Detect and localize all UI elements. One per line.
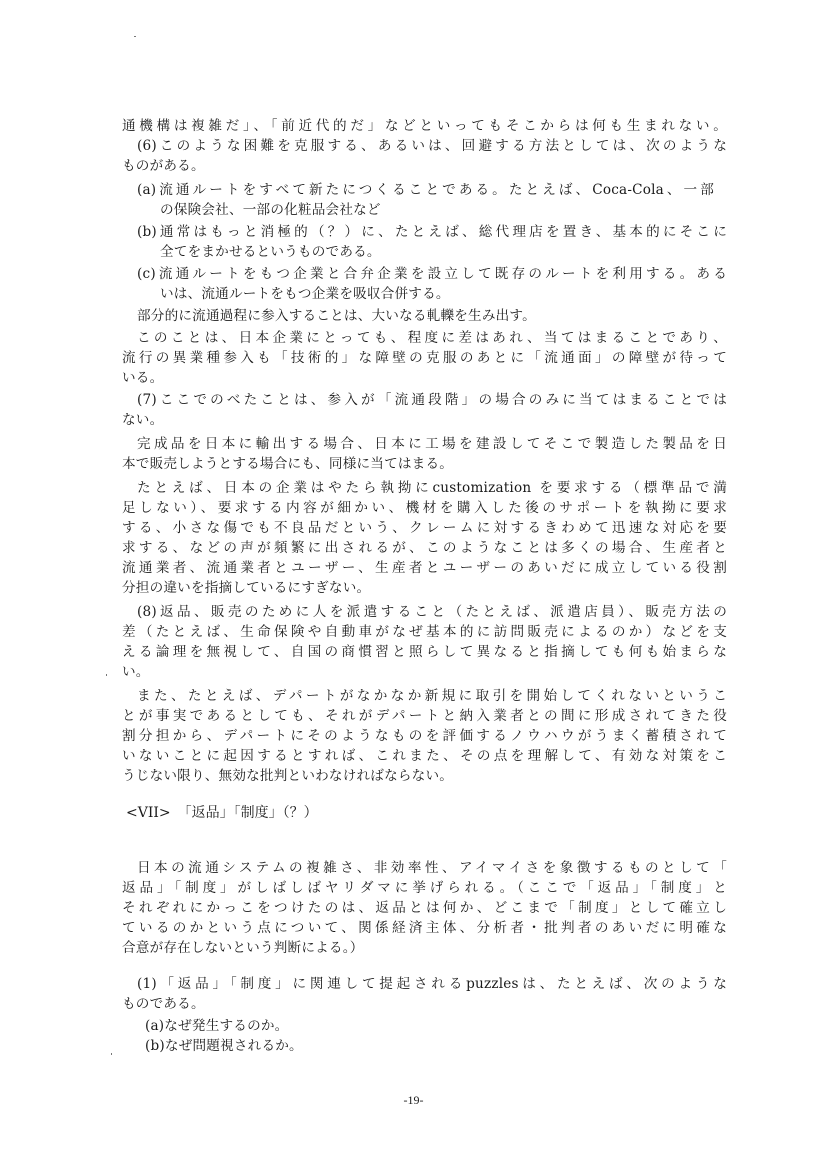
text-line: 割分担から、デパートにそのようなものを評価するノウハウがうまく蓄積されて — [122, 728, 727, 744]
text-line: する、小さな傷でも不良品だという、クレームに対するきわめて迅速な対応を要 — [122, 520, 727, 536]
text-line: (b)なぜ問題視されるか。 — [145, 1038, 303, 1054]
section-heading: <VII> 「返品」「制度」（？） — [126, 805, 318, 821]
text-line: 日本の流通システムの複雑さ、非効率性、アイマイさを象徴するものとして「 — [137, 860, 727, 876]
text-line: い。 — [122, 664, 150, 680]
text-line: 部分的に流通過程に参入することは、大いなる軋轢を生み出す。 — [137, 308, 536, 324]
text-line: える論理を無視して、自国の商慣習と照らして異なると指摘しても何も始まらな — [122, 644, 727, 660]
text-line: 分担の違いを指摘しているにすぎない。 — [122, 580, 371, 596]
text-line: (6)このような困難を克服する、あるいは、回避する方法としては、次のような — [137, 138, 727, 154]
text-line: 足しない）、要求する内容が細かい、機材を購入した後のサポートを執拗に要求 — [122, 500, 727, 516]
text-line: 求する、などの声が頻繁に出されるが、このようなことは多くの場合、生産者と — [122, 540, 727, 556]
text-line: とが事実であるとしても、それがデパートと納入業者との間に形成されてきた役 — [122, 708, 727, 724]
text-line: 通機構は複雑だ」、「前近代的だ」などといってもそこからは何も生まれない。 — [122, 118, 727, 134]
text-line: ない。 — [122, 412, 164, 428]
text-line: 差（たとえば、生命保険や自動車がなぜ基本的に訪問販売によるのか）などを支 — [122, 624, 727, 640]
text-line: (b)通常はもっと消極的（？）に、たとえば、総代理店を置き、基本的にそこに — [137, 224, 727, 240]
text-line: このことは、日本企業にとっても、程度に差はあれ、当てはまることであり、 — [137, 330, 727, 346]
text-line: 本で販売しようとする場合にも、同様に当てはまる。 — [122, 456, 454, 472]
text-line: いる。 — [122, 370, 164, 386]
text-line: の保険会社、一部の化粧品会社など — [160, 202, 381, 218]
text-line: 返品」「制度」がしばしばヤリダマに挙げられる。（ここで「返品」「制度」と — [122, 880, 727, 896]
page-number: -19- — [403, 1093, 424, 1107]
text-line: うじない限り、無効な批判といわなければならない。 — [122, 768, 454, 784]
text-line: ものである。 — [122, 996, 205, 1012]
text-line: いないことに起因するとすれば、これまた、その点を理解して、有効な対策をこ — [122, 748, 727, 764]
text-line: (7)ここでのべたことは、参入が「流通段階」の場合のみに当てはまることでは — [137, 392, 727, 408]
text-line: (a)なぜ発生するのか。 — [145, 1018, 289, 1034]
scan-speck — [134, 36, 136, 37]
text-line: ているのかという点について、関係経済主体、分析者・批判者のあいだに明確な — [122, 920, 727, 936]
text-line: 合意が存在しないという判断による。） — [122, 940, 364, 956]
text-line: ものがある。 — [122, 158, 205, 174]
scan-speck — [106, 674, 107, 676]
text-line: (a)流通ルートをすべて新たにつくることである。たとえば、Coca-Cola、一部 — [137, 182, 714, 198]
text-line: 流行の異業種参入も「技術的」な障壁の克服のあとに「流通面」の障壁が待って — [122, 350, 727, 366]
text-line: たとえば、日本の企業はやたら執拗にcustomization を要求する（標準品で満 — [137, 480, 727, 496]
text-line: 完成品を日本に輸出する場合、日本に工場を建設してそこで製造した製品を日 — [137, 436, 727, 452]
text-line: また、たとえば、デパートがなかなか新規に取引を開始してくれないというこ — [137, 688, 727, 704]
text-line: いは、流通ルートをもつ企業を吸収合併する。 — [160, 286, 450, 302]
text-line: (1)「返品」「制度」に関連して提起されるpuzzlesは、たとえば、次のような — [137, 976, 727, 992]
text-line: 流通業者、流通業者とユーザー、生産者とユーザーのあいだに成立している役割 — [122, 560, 727, 576]
text-line: それぞれにかっこをつけたのは、返品とは何か、どこまで「制度」として確立し — [122, 900, 727, 916]
scan-speck — [111, 1053, 112, 1055]
text-line: (c)流通ルートをもつ企業と合弁企業を設立して既存のルートを利用する。ある — [137, 266, 727, 282]
text-line: (8)返品、販売のために人を派遣すること（たとえば、派遣店員）、販売方法の — [137, 604, 727, 620]
text-line: 全てをまかせるというものである。 — [160, 244, 381, 260]
